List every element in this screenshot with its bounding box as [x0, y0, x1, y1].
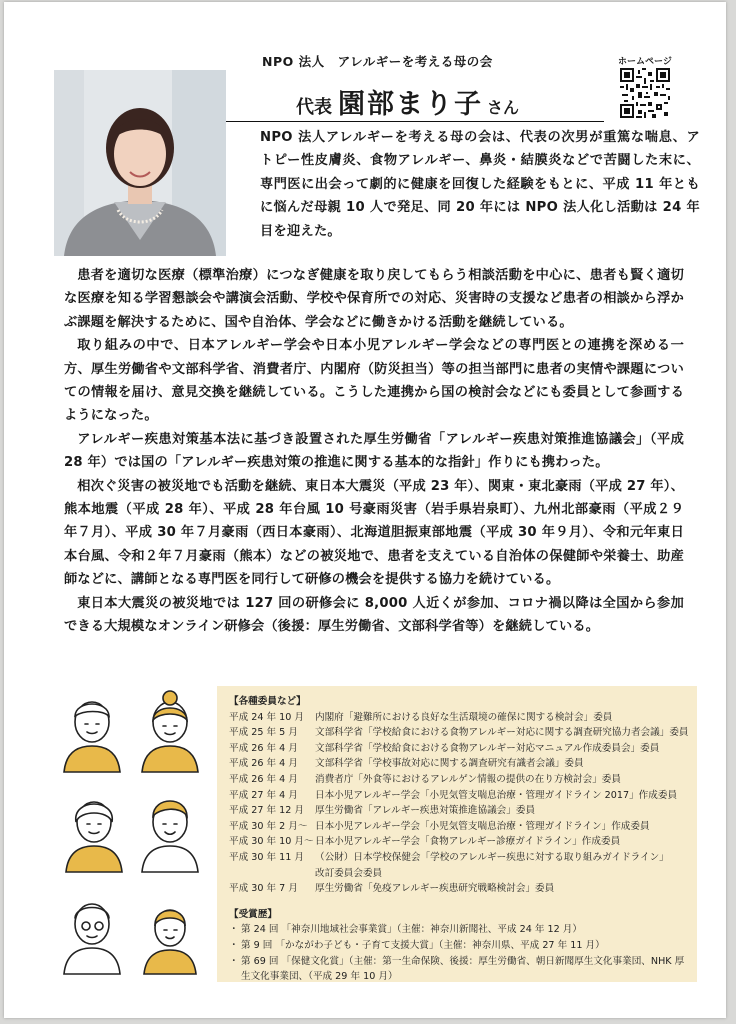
award-item: ・ 第 24 回 「神奈川地域社会事業賞」（主催：神奈川新聞社、平成 24 年 12 月） [229, 924, 582, 936]
awards-heading: 【受賞歴】 [229, 908, 277, 920]
list-item: 平成 27 年 12 月 厚生労働省「アレルギー疾患対策推進協議会」委員 [229, 805, 536, 817]
title-rule [226, 121, 604, 122]
qr-label: ホームページ [618, 57, 672, 67]
list-item: 平成 26 年 4 月 文部科学省「学校給食における食物アレルギー対応マニュアル作成委員会」委員 [229, 742, 660, 754]
list-item: 平成 30 年 11 月 （公財）日本学校保健会「学校のアレルギー疾患に対する取り組みガイドライン」 [229, 851, 669, 863]
award-item: ・ 第 69 回 「保健文化賞」（主催：第一生命保険、後援：厚生労働省、朝日新聞厚生文化事業団、NHK 厚生文化事業団、（平成 29 年 10 月） [229, 955, 685, 983]
portrait-photo [54, 70, 226, 256]
honorific: さん [487, 98, 520, 117]
person-name: 園部まり子 [338, 89, 483, 120]
role-label: 代表 [296, 97, 332, 118]
list-item: 平成 24 年 10 月 内閣府「避難所における良好な生活環境の確保に関する検討会」委員 [229, 711, 613, 723]
body-paragraph: 患者を適切な医療（標準治療）につなぎ健康を取り戻してもらう相談活動を中心に、患者も賢く適切な医療を知る学習懇談会や講演会活動、学校や保育所での対応、災害時の支援など患者の相談から浮かぶ課題を解決するために、国や自治体、学会などに働きかける活動を継続している。 [64, 268, 684, 330]
family-illustration [56, 686, 206, 986]
committees-awards-box [217, 686, 697, 982]
body-paragraph: 取り組みの中で、日本アレルギー学会や日本小児アレルギー学会などの専門医との連携を深める一方、厚生労働省や文部科学省、消費者庁、内閣府（防災担当）等の担当部門に患者の実情や課題についての情報を届け、意見交換を継続している。こうした連携から国の検討会などにも委員として参画するようになった。 [64, 338, 684, 424]
list-item: 平成 30 年 2 月～ 日本小児アレルギー学会「小児気管支喘息治療・管理ガイドライン」作成委員 [229, 820, 650, 832]
organization-name: NPO 法人 アレルギーを考える母の会 [262, 54, 493, 69]
body-paragraph: 東日本大震災の被災地では 127 回の研修会に 8,000 人近くが参加、コロナ禍以降は全国から参加できる大規模なオンライン研修会（後援：厚生労働省、文部科学省等）を継続している。 [64, 595, 684, 635]
list-item: 平成 25 年 5 月 文部科学省「学校給食における食物アレルギー対応に関する調査研究協力者会議」委員 [229, 727, 689, 739]
body-paragraph: アレルギー疾患対策基本法に基づき設置された厚生労働省「アレルギー疾患対策推進協議会」（平成 28 年）では国の「アレルギー疾患対策の推進に関する基本的な指針」作りにも携わった。 [64, 431, 684, 471]
flyer-page [4, 2, 726, 1018]
list-item: 平成 26 年 4 月 文部科学省「学校事故対応に関する調査研究有識者会議」委員 [229, 758, 584, 770]
representative-title [296, 82, 519, 121]
body-text [64, 264, 684, 639]
list-item: 平成 26 年 4 月 消費者庁「外食等におけるアレルゲン情報の提供の在り方検討会」委員 [229, 773, 621, 785]
qr-code-icon[interactable] [620, 68, 670, 118]
intro-paragraph: NPO 法人アレルギーを考える母の会は、代表の次男が重篤な喘息、アトピー性皮膚炎、食物アレルギー、鼻炎・結膜炎などで苦闘した末に、専門医に出会って劇的に健康を回復した経験をもとに、平成 11 年ともに悩んだ母親 10 人で発足、同 20 年には NPO 法人化し活動は 24 年目を迎えた。 [260, 130, 700, 239]
list-item: 平成 30 年 7 月 厚生労働省「免疫アレルギー疾患研究戦略検討会」委員 [229, 883, 555, 895]
list-item: 平成 30 年 10 月～ 日本小児アレルギー学会「食物アレルギー診療ガイドライン」作成委員 [229, 836, 621, 848]
list-item-continued: 改訂委員会委員 [315, 867, 383, 879]
body-paragraph: 相次ぐ災害の被災地でも活動を継続、東日本大震災（平成 23 年）、関東・東北豪雨（平成 27 年）、熊本地震（平成 28 年）、平成 28 年台風 10 号豪雨災害（岩手県岩泉町）、九州北部豪雨（平成２９年７月）、平成 30 年７月豪雨（西日本豪雨）、北海道胆振東部地震（平成 30 年９月）、令和元年東日本台風、令和２年７月豪雨（熊本）などの被災地で、患者を支えている自治体の保健師や栄養士、助産師などに、講師となる専門医を同行して研修の機会を提供する協力を続けている。 [64, 478, 684, 588]
list-item: 平成 27 年 4 月 日本小児アレルギー学会「小児気管支喘息治療・管理ガイドライン 2017」作成委員 [229, 789, 678, 801]
award-item: ・ 第 9 回 「かながわ子ども・子育て支援大賞」（主催：神奈川県、平成 27 年 11 月） [229, 939, 605, 951]
committees-heading: 【各種委員など】 [229, 696, 306, 707]
